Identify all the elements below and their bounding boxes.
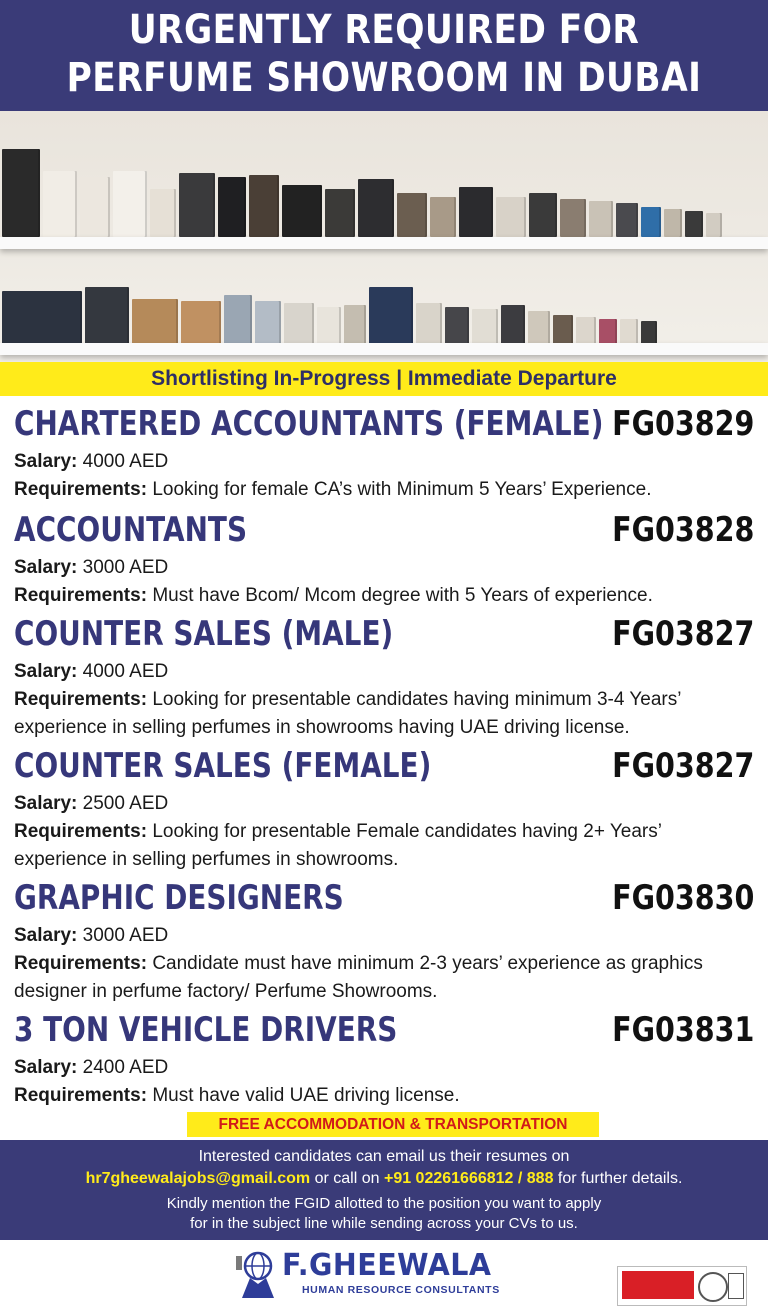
header-title-line2: PERFUME SHOWROOM IN DUBAI: [66, 55, 702, 101]
requirements-value: Looking for female CA’s with Minimum 5 Years’ Experience.: [152, 479, 652, 500]
job-title: GRAPHIC DESIGNERS: [14, 878, 344, 918]
salary-value: 3000 AED: [82, 557, 169, 578]
requirements-value: Looking for presentable candidates having minimum 3-4 Years’ experience in selling perfumes in showrooms having UAE driving license.: [14, 689, 681, 738]
requirements-label: Requirements:: [14, 953, 148, 974]
job-listing: [14, 400, 754, 506]
shortlisting-text: Shortlisting In-Progress | Immediate Departure: [151, 367, 617, 390]
job-salary: [14, 554, 754, 582]
requirements-label: Requirements:: [14, 821, 148, 842]
job-title: 3 TON VEHICLE DRIVERS: [14, 1010, 398, 1050]
job-listing: [14, 1006, 754, 1112]
perfume-shelves-photo: [0, 111, 768, 362]
salary-value: 2500 AED: [82, 793, 169, 814]
job-code: FG03827: [611, 614, 754, 654]
salary-label: Salary:: [14, 925, 78, 946]
salary-label: Salary:: [14, 557, 78, 578]
job-title: CHARTERED ACCOUNTANTS (FEMALE): [14, 404, 604, 444]
contact-intro: Interested candidates can email us their resumes on: [198, 1148, 570, 1165]
requirements-label: Requirements:: [14, 585, 148, 606]
job-requirements: [14, 686, 754, 742]
requirements-label: Requirements:: [14, 689, 148, 710]
header-banner: [0, 0, 768, 111]
job-salary: [14, 1054, 754, 1082]
job-requirements: [14, 818, 754, 874]
subject-line-note-2: for in the subject line while sending across your CVs to us.: [190, 1215, 578, 1232]
contact-section: [0, 1140, 768, 1240]
job-code: FG03828: [611, 510, 754, 550]
job-salary: [14, 790, 754, 818]
job-salary: [14, 922, 754, 950]
salary-value: 2400 AED: [82, 1057, 169, 1078]
contact-details: [0, 1167, 768, 1191]
requirements-value: Looking for presentable Female candidates having 2+ Years’ experience in selling perfumes in showrooms.: [14, 821, 662, 870]
job-listing: [14, 742, 754, 874]
email-link[interactable]: hr7gheewalajobs@gmail.com: [85, 1170, 311, 1187]
further-details-text: for further details.: [557, 1170, 683, 1187]
job-code: FG03830: [611, 878, 754, 918]
job-title: COUNTER SALES (FEMALE): [14, 746, 432, 786]
job-requirements: [14, 582, 754, 610]
brand-tagline: HUMAN RESOURCE CONSULTANTS: [302, 1284, 500, 1296]
job-code: FG03827: [611, 746, 754, 786]
salary-value: 3000 AED: [82, 925, 169, 946]
job-requirements: [14, 950, 754, 1006]
job-requirements: [14, 1082, 754, 1110]
globe-person-logo-icon: [232, 1248, 284, 1300]
job-code: FG03829: [611, 404, 754, 444]
salary-label: Salary:: [14, 1057, 78, 1078]
salary-value: 4000 AED: [82, 451, 169, 472]
brand-name: F.GHEEWALA: [282, 1248, 492, 1283]
job-salary: [14, 448, 754, 476]
salary-label: Salary:: [14, 661, 78, 682]
job-salary: [14, 658, 754, 686]
bureau-veritas-certification-icon: [617, 1266, 747, 1306]
requirements-label: Requirements:: [14, 1085, 148, 1106]
or-call-text: or call on: [314, 1170, 380, 1187]
free-accommodation-banner: FREE ACCOMMODATION & TRANSPORTATION: [187, 1112, 599, 1137]
header-title-line1: URGENTLY REQUIRED FOR: [128, 7, 640, 53]
job-listing: [14, 874, 754, 1006]
subject-line-note-1: Kindly mention the FGID allotted to the position you want to apply: [166, 1195, 602, 1212]
job-code: FG03831: [611, 1010, 754, 1050]
salary-label: Salary:: [14, 451, 78, 472]
requirements-label: Requirements:: [14, 479, 148, 500]
salary-value: 4000 AED: [82, 661, 169, 682]
job-title: ACCOUNTANTS: [14, 510, 248, 550]
subject-line-note: [0, 1191, 768, 1234]
job-listing: [14, 610, 754, 742]
requirements-value: Must have valid UAE driving license.: [152, 1085, 460, 1106]
job-requirements: [14, 476, 754, 504]
shortlisting-banner: [0, 362, 768, 396]
phone-link[interactable]: +91 02261666812 / 888: [383, 1170, 554, 1187]
salary-label: Salary:: [14, 793, 78, 814]
requirements-value: Candidate must have minimum 2-3 years’ experience as graphics designer in perfume factory/ Perfume Showrooms.: [14, 953, 703, 1002]
requirements-value: Must have Bcom/ Mcom degree with 5 Years of experience.: [152, 585, 653, 606]
job-title: COUNTER SALES (MALE): [14, 614, 394, 654]
job-listing: [14, 506, 754, 610]
job-list: [14, 400, 754, 1112]
